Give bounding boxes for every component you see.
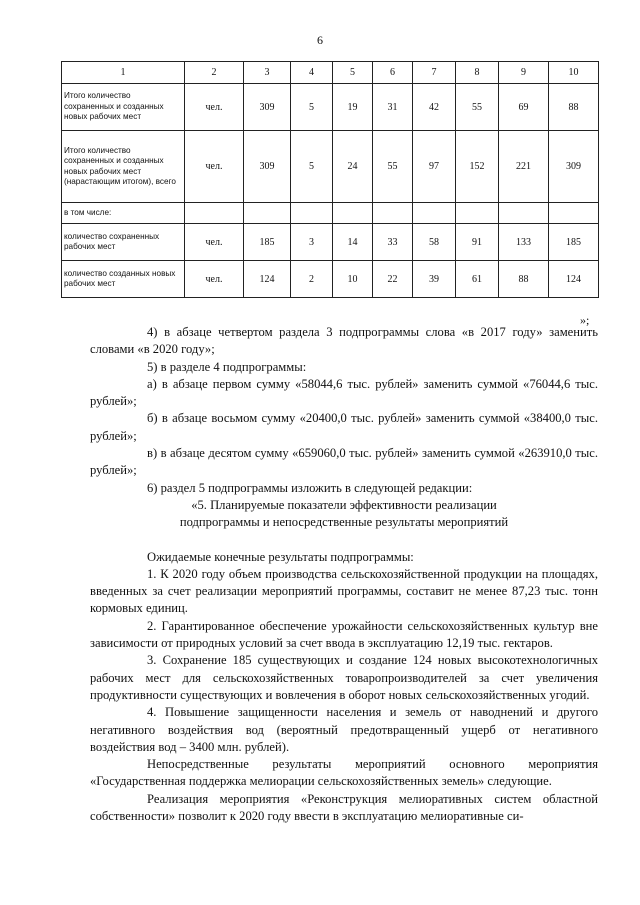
- table-header-row: [62, 62, 599, 84]
- row-unit: чел.: [185, 224, 244, 261]
- table-cell: 124: [549, 261, 599, 298]
- table-cell: 152: [456, 131, 499, 203]
- table-cell: 31: [373, 84, 413, 131]
- table-cell: 133: [499, 224, 549, 261]
- column-number: 1: [62, 62, 185, 84]
- column-number: 5: [333, 62, 373, 84]
- row-label: количество созданных новых рабочих мест: [62, 261, 185, 298]
- table-cell: 3: [291, 224, 333, 261]
- row-unit: чел.: [185, 131, 244, 203]
- table-cell: 24: [333, 131, 373, 203]
- column-number: 7: [413, 62, 456, 84]
- table-cell: [244, 203, 291, 224]
- table-cell: 97: [413, 131, 456, 203]
- paragraph: б) в абзаце восьмом сумму «20400,0 тыс. рублей» заменить суммой «38400,0 тыс. рублей»;: [90, 411, 598, 443]
- table-row: [62, 261, 599, 298]
- section-heading: «5. Планируемые показатели эффективности реализации: [191, 497, 497, 512]
- document-body: [90, 324, 598, 825]
- table-cell: 88: [549, 84, 599, 131]
- table-cell: [333, 203, 373, 224]
- table-cell: [413, 203, 456, 224]
- row-label: количество сохраненных рабочих мест: [62, 224, 185, 261]
- table-cell: 39: [413, 261, 456, 298]
- table-cell: 2: [291, 261, 333, 298]
- table-cell: 309: [244, 131, 291, 203]
- paragraph: 4. Повышение защищенности населения и земель от наводнений и другого негативного воздействия вод (вероятный предотвращенный ущерб от негативного воздействия вод – 3400 млн. рублей).: [90, 705, 598, 754]
- column-number: 3: [244, 62, 291, 84]
- table-row: [62, 84, 599, 131]
- table-cell: 185: [549, 224, 599, 261]
- paragraph: в) в абзаце десятом сумму «659060,0 тыс. рублей» заменить суммой «263910,0 тыс. рублей»;: [90, 446, 598, 478]
- row-unit: чел.: [185, 261, 244, 298]
- paragraph: Непосредственные результаты мероприятий основного мероприятия «Государственная поддержка мелиорации сельскохозяйственных земель» следующие.: [90, 757, 598, 789]
- column-number: 4: [291, 62, 333, 84]
- row-label: Итого количество сохраненных и созданных новых рабочих мест (нарастающим итогом), всего: [62, 131, 185, 203]
- column-number: 9: [499, 62, 549, 84]
- row-unit: чел.: [185, 84, 244, 131]
- table-cell: 61: [456, 261, 499, 298]
- paragraph: 5) в разделе 4 подпрограммы:: [147, 359, 307, 374]
- table-cell: [291, 203, 333, 224]
- row-unit: [185, 203, 244, 224]
- table-cell: [499, 203, 549, 224]
- table-cell: 14: [333, 224, 373, 261]
- table-cell: 10: [333, 261, 373, 298]
- table-cell: 124: [244, 261, 291, 298]
- table-cell: 5: [291, 84, 333, 131]
- table-cell: 55: [373, 131, 413, 203]
- paragraph: 3. Сохранение 185 существующих и создание 124 новых высокотехнологичных рабочих мест для сельскохозяйственных товаропроизводителей за счет увеличения продуктивности существующих и вовлечения в оборот новых сельскохозяйственных угодий.: [90, 653, 598, 702]
- page-number: 6: [317, 33, 323, 47]
- row-label: Итого количество сохраненных и созданных новых рабочих мест: [62, 84, 185, 131]
- table-cell: 221: [499, 131, 549, 203]
- table-row: [62, 224, 599, 261]
- closing-quote: »;: [580, 313, 590, 327]
- table-cell: 69: [499, 84, 549, 131]
- workplaces-table: [61, 61, 599, 298]
- paragraph: 1. К 2020 году объем производства сельскохозяйственной продукции на площадях, введенных за счет реализации мероприятий программы, составит не менее 87,23 тыс. тонн кормовых единиц.: [90, 566, 598, 616]
- column-number: 8: [456, 62, 499, 84]
- column-number: 2: [185, 62, 244, 84]
- table-cell: [456, 203, 499, 224]
- paragraph: 6) раздел 5 подпрограммы изложить в следующей редакции:: [147, 480, 473, 495]
- table-cell: 19: [333, 84, 373, 131]
- paragraph: Ожидаемые конечные результаты подпрограммы:: [147, 549, 414, 564]
- table-cell: 55: [456, 84, 499, 131]
- table-row: [62, 131, 599, 203]
- table-cell: 309: [244, 84, 291, 131]
- paragraph: Реализация мероприятия «Реконструкция мелиоративных систем областной собственности» позволит к 2020 году ввести в эксплуатацию мелиоративные си-: [90, 791, 598, 824]
- table-cell: 58: [413, 224, 456, 261]
- table-cell: 5: [291, 131, 333, 203]
- table-cell: 309: [549, 131, 599, 203]
- table-cell: [373, 203, 413, 224]
- table-cell: [549, 203, 599, 224]
- column-number: 6: [373, 62, 413, 84]
- paragraph: 2. Гарантированное обеспечение урожайности сельскохозяйственных культур вне зависимости от природных условий за счет ввода в эксплуатацию 12,19 тыс. гектаров.: [90, 618, 598, 651]
- paragraph: 4) в абзаце четвертом раздела 3 подпрограммы слова «в 2017 году» заменить словами «в 2020 году»;: [90, 325, 598, 357]
- table-cell: 88: [499, 261, 549, 298]
- table-cell: 33: [373, 224, 413, 261]
- column-number: 10: [549, 62, 599, 84]
- table-cell: 185: [244, 224, 291, 261]
- row-label: в том числе:: [62, 203, 185, 224]
- table-cell: 91: [456, 224, 499, 261]
- table-cell: 42: [413, 84, 456, 131]
- section-heading: подпрограммы и непосредственные результаты мероприятий: [179, 515, 509, 530]
- paragraph: а) в абзаце первом сумму «58044,6 тыс. рублей» заменить суммой «76044,6 тыс. рублей»;: [90, 376, 598, 409]
- table-row: [62, 203, 599, 224]
- table-cell: 22: [373, 261, 413, 298]
